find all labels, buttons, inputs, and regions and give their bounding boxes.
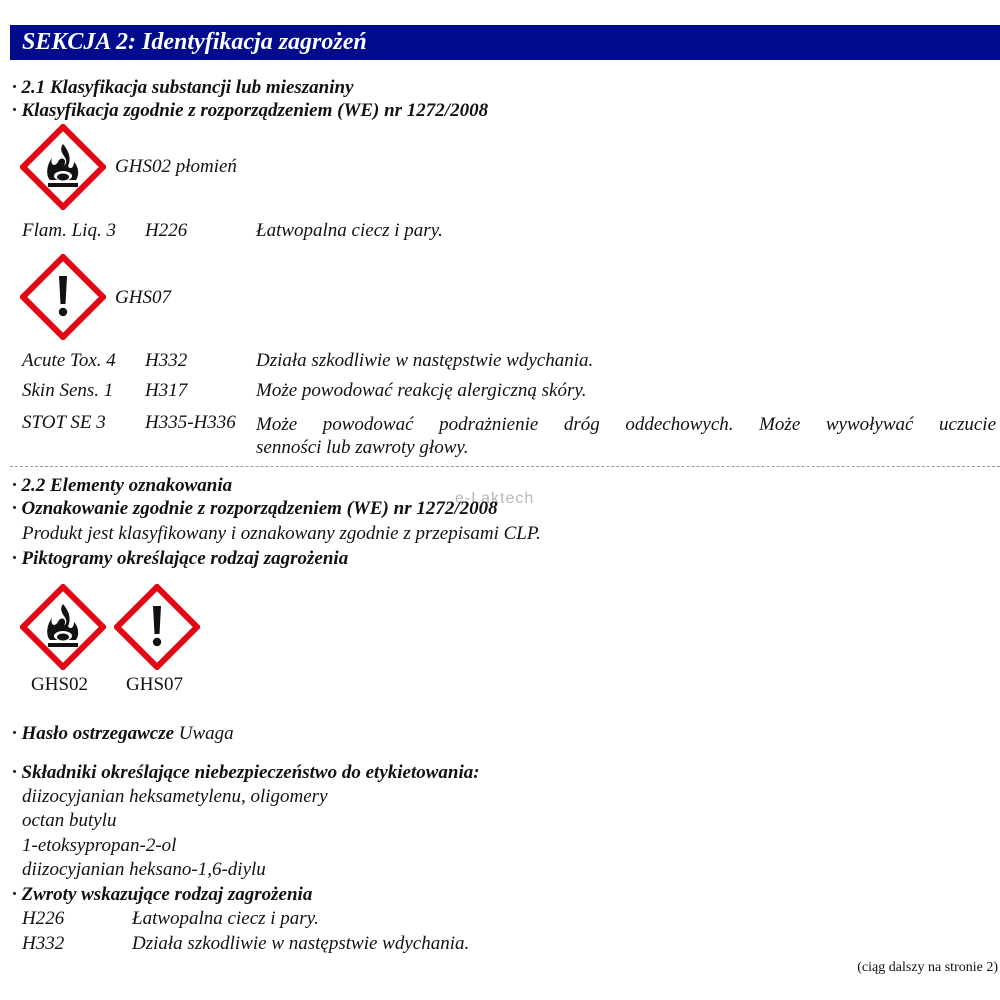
h-text: Działa szkodliwie w następstwie wdychania. bbox=[132, 933, 470, 954]
hazard-text: Działa szkodliwie w następstwie wdychania. bbox=[256, 350, 594, 371]
flame-icon bbox=[20, 584, 106, 670]
hazard-class: Flam. Liq. 3 bbox=[22, 220, 116, 241]
hazard-code: H226 bbox=[145, 220, 188, 241]
exclamation-icon bbox=[114, 584, 200, 670]
watermark: e-Laktech bbox=[455, 490, 535, 507]
signal-word-row bbox=[12, 723, 234, 745]
classification-regulation: · Klasyfikacja zgodnie z rozporządzeniem (WE) nr 1272/2008 bbox=[12, 100, 489, 121]
flame-icon bbox=[20, 124, 106, 210]
section-divider bbox=[10, 466, 1000, 467]
hazard-text: Może powodować reakcję alergiczną skóry. bbox=[256, 380, 587, 401]
h-code: H226 bbox=[22, 908, 65, 929]
component-item: diizocyjanian heksano-1,6-diylu bbox=[22, 859, 266, 880]
hazard-code: H317 bbox=[145, 380, 188, 401]
hazard-code: H332 bbox=[145, 350, 188, 371]
h-statements-heading: · Zwroty wskazujące rodzaj zagrożenia bbox=[12, 884, 313, 905]
hazard-text-line2: senności lub zawroty głowy. bbox=[256, 437, 469, 458]
subsection-2-1-heading: · 2.1 Klasyfikacja substancji lub mieszaniny bbox=[12, 77, 354, 98]
signal-word-label: · Hasło ostrzegawcze bbox=[12, 723, 175, 744]
components-heading: · Składniki określające niebezpieczeństwo do etykietowania: bbox=[12, 762, 480, 783]
hazard-class: Skin Sens. 1 bbox=[22, 380, 114, 401]
component-item: diizocyjanian heksametylenu, oligomery bbox=[22, 786, 328, 807]
signal-word: Uwaga bbox=[178, 723, 234, 744]
component-item: 1-etoksypropan-2-ol bbox=[22, 835, 177, 856]
hazard-text: Łatwopalna ciecz i pary. bbox=[256, 220, 443, 241]
subsection-2-2-heading: · 2.2 Elementy oznakowania bbox=[12, 475, 233, 496]
h-text: Łatwopalna ciecz i pary. bbox=[132, 908, 319, 929]
ghs07-label: GHS07 bbox=[115, 287, 171, 308]
hazard-class: STOT SE 3 bbox=[22, 412, 106, 433]
pictogram-label: GHS07 bbox=[126, 674, 184, 695]
hazard-class: Acute Tox. 4 bbox=[22, 350, 116, 371]
labelling-regulation: · Oznakowanie zgodnie z rozporządzeniem (WE) nr 1272/2008 bbox=[12, 498, 498, 519]
section-header bbox=[10, 25, 1000, 60]
hazard-text-line1: Może powodować podrażnienie dróg oddechowych. Może wywoływać uczucie bbox=[256, 414, 996, 435]
exclamation-icon bbox=[20, 254, 106, 340]
ghs02-label: GHS02 płomień bbox=[115, 156, 237, 177]
clp-note: Produkt jest klasyfikowany i oznakowany zgodnie z przepisami CLP. bbox=[22, 523, 541, 544]
hazard-code: H335-H336 bbox=[145, 412, 236, 433]
continued-footer: (ciąg dalszy na stronie 2) bbox=[857, 960, 998, 975]
component-item: octan butylu bbox=[22, 810, 117, 831]
pictogram-label: GHS02 bbox=[31, 674, 89, 695]
h-code: H332 bbox=[22, 933, 65, 954]
section-title: SEKCJA 2: Identyfikacja zagrożeń bbox=[22, 29, 367, 55]
pictograms-heading: · Piktogramy określające rodzaj zagrożenia bbox=[12, 548, 349, 569]
